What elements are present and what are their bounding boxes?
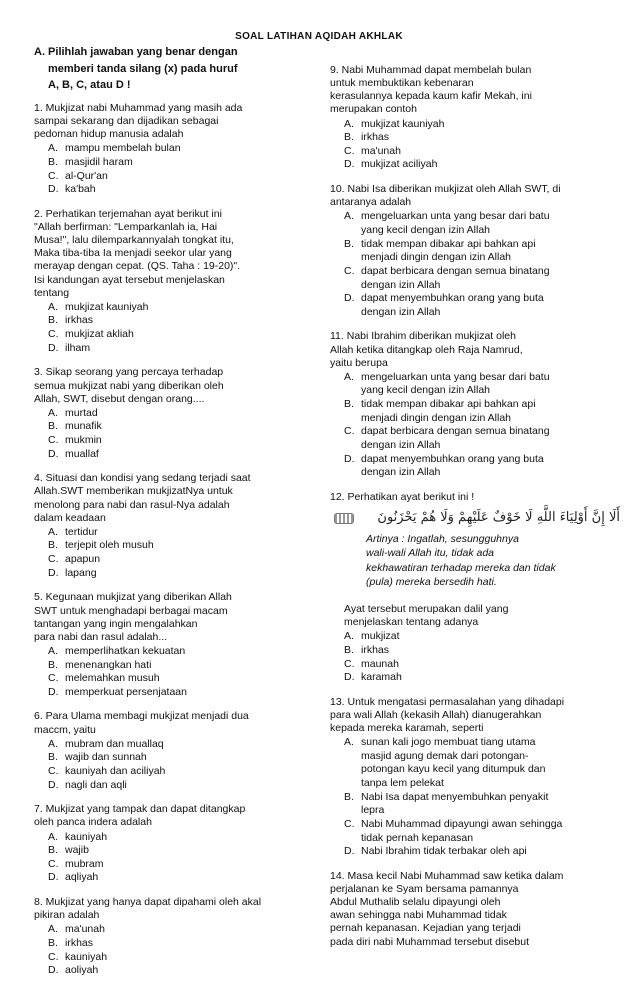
- answer-option[interactable]: [344, 118, 620, 132]
- answer-option[interactable]: [48, 301, 314, 315]
- answer-option[interactable]: [48, 765, 314, 779]
- answer-option[interactable]: [48, 142, 314, 156]
- answer-options: [34, 407, 314, 462]
- option-letter: B.: [48, 156, 58, 169]
- option-text: maunah: [361, 657, 399, 670]
- answer-option[interactable]: [344, 145, 620, 159]
- question-text: 11. Nabi Ibrahim diberikan mukjizat oleh Allah ketika ditangkap oleh Raja Namrud, yaitu berupa: [330, 330, 523, 369]
- answer-option[interactable]: [344, 371, 620, 398]
- option-text: muallaf: [65, 447, 99, 460]
- option-text: sunan kali jogo membuat tiang utama masjid agung demak dari potongan- potongan kayu kecil yang ditumpuk dan tanpa lem pelekat: [361, 736, 546, 790]
- option-text: irkhas: [65, 314, 94, 327]
- option-letter: D.: [344, 292, 355, 305]
- option-text: kauniyah dan aciliyah: [65, 764, 166, 777]
- question: [330, 870, 620, 949]
- option-letter: C.: [48, 434, 59, 447]
- option-text: mubram dan muallaq: [65, 737, 164, 750]
- option-letter: D.: [48, 871, 59, 884]
- option-text: kauniyah: [65, 830, 108, 843]
- option-letter: A.: [344, 736, 354, 749]
- answer-option[interactable]: [48, 923, 314, 937]
- question: [34, 710, 314, 792]
- option-letter: A.: [48, 406, 58, 419]
- answer-option[interactable]: [344, 630, 620, 644]
- answer-option[interactable]: [48, 645, 314, 659]
- answer-option[interactable]: [48, 434, 314, 448]
- option-text: mukmin: [65, 434, 102, 447]
- answer-options: [34, 645, 314, 700]
- option-text: masjidil haram: [65, 156, 133, 169]
- option-text: dapat menyembuhkan orang yang buta dengan izin Allah: [361, 292, 544, 318]
- option-text: mukjizat akliah: [65, 328, 134, 341]
- option-text: nagli dan aqli: [65, 778, 127, 791]
- answer-option[interactable]: [344, 671, 620, 685]
- answer-option[interactable]: [48, 858, 314, 872]
- option-letter: B.: [48, 314, 58, 327]
- option-text: dapat berbicara dengan semua binatang dengan izin Allah: [361, 425, 550, 452]
- instructions: [34, 44, 314, 94]
- option-text: mukjizat kauniyah: [361, 117, 445, 130]
- option-text: Nabi Muhammad dipayungi awan sehingga tidak pernah kepanasan: [361, 818, 563, 844]
- option-letter: D.: [344, 452, 355, 465]
- option-text: ilham: [65, 341, 91, 354]
- option-text: murtad: [65, 406, 98, 419]
- option-text: memperlihatkan kekuatan: [65, 644, 186, 657]
- answer-option[interactable]: [344, 265, 620, 292]
- answer-option[interactable]: [48, 183, 314, 197]
- instructions-line3: A, B, C, atau D !: [48, 79, 131, 91]
- option-letter: D.: [344, 158, 355, 171]
- option-letter: C.: [48, 857, 59, 870]
- answer-option[interactable]: [344, 238, 620, 265]
- option-letter: C.: [344, 818, 355, 831]
- option-text: tidak mempan dibakar api bahkan api menjadi dingin dengan izin Allah: [361, 398, 536, 424]
- answer-options: [34, 923, 314, 978]
- question: [34, 472, 314, 580]
- option-text: lapang: [65, 566, 97, 579]
- option-text: dapat menyembuhkan orang yang buta dengan izin Allah: [361, 452, 544, 479]
- answer-option[interactable]: [48, 937, 314, 951]
- option-letter: B.: [344, 643, 354, 656]
- answer-option[interactable]: [48, 342, 314, 356]
- answer-option[interactable]: [344, 210, 620, 237]
- answer-option[interactable]: [344, 736, 620, 791]
- option-letter: D.: [48, 778, 59, 791]
- option-text: mubram: [65, 857, 104, 870]
- option-text: menenangkan hati: [65, 658, 152, 671]
- question-text: 9. Nabi Muhammad dapat membelah bulan untuk membuktikan kebenaran kerasulannya kepada kaum kafir Mekah, ini merupakan contoh: [330, 64, 532, 116]
- answer-option[interactable]: [48, 156, 314, 170]
- instructions-line1: A. Pilihlah jawaban yang benar dengan: [34, 46, 238, 58]
- option-letter: B.: [344, 237, 354, 250]
- option-letter: B.: [48, 936, 58, 949]
- option-text: ma'unah: [361, 144, 401, 157]
- option-letter: A.: [344, 117, 354, 130]
- option-letter: A.: [48, 644, 58, 657]
- option-text: irkhas: [361, 643, 390, 656]
- option-letter: D.: [48, 566, 59, 579]
- verse-translation: Artinya : Ingatlah, sesungguhnya wali-wali Allah itu, tidak ada kekhawatiran terhadap mereka dan tidak (pula) mereka bersedih hati.: [366, 533, 556, 588]
- option-text: aqliyah: [65, 871, 99, 884]
- question-text: 6. Para Ulama membagi mukjizat menjadi dua maccm, yaitu: [34, 710, 249, 736]
- answer-option[interactable]: [344, 398, 620, 425]
- answer-option[interactable]: [344, 158, 620, 172]
- option-letter: B.: [344, 398, 354, 411]
- question-text: 8. Mukjizat yang hanya dapat dipahami oleh akal pikiran adalah: [34, 896, 262, 922]
- option-letter: D.: [344, 845, 355, 858]
- option-text: mengeluarkan unta yang besar dari batu yang kecil dengan izin Allah: [361, 370, 550, 397]
- answer-option[interactable]: [48, 779, 314, 793]
- option-letter: B.: [48, 844, 58, 857]
- answer-option[interactable]: [48, 871, 314, 885]
- answer-options: [34, 142, 314, 197]
- option-letter: B.: [48, 658, 58, 671]
- option-text: munafik: [65, 420, 102, 433]
- question-text: 10. Nabi Isa diberikan mukjizat oleh Allah SWT, di antaranya adalah: [330, 183, 561, 209]
- question-text: 2. Perhatikan terjemahan ayat berikut ini "Allah berfirman: "Lemparkanlah ia, Hai Musa!", lalu dilemparkannyalah tongkat itu, Maka tiba-tiba Ia menjadi seekor ular yang merayap dengan cepat. (QS. Taha : 19-20)". Isi kandungan ayat tersebut menjelaskan tentang: [34, 207, 241, 299]
- question-text-continued: Ayat tersebut merupakan dalil yang menjelaskan tentang adanya: [344, 603, 509, 629]
- question-text: 14. Masa kecil Nabi Muhammad saw ketika dalam perjalanan ke Syam bersama pamannya Abdul Muthalib selalu dipayungi oleh awan sehingga nabi Muhammad tidak pernah kepanasan. Kejadian yang terjadi pada diri nabi Muhammad tersebut disebut: [330, 869, 564, 948]
- answer-option[interactable]: [48, 539, 314, 553]
- answer-option[interactable]: [344, 644, 620, 658]
- answer-option[interactable]: [48, 170, 314, 184]
- question: [34, 208, 314, 355]
- answer-options: [330, 630, 620, 685]
- option-text: memperkuat persenjataan: [65, 685, 187, 698]
- option-text: terjepit oleh musuh: [65, 539, 154, 552]
- option-text: karamah: [361, 671, 402, 684]
- option-letter: B.: [344, 790, 354, 803]
- question-text: 5. Kegunaan mukjizat yang diberikan Allah SWT untuk menghadapi berbagai macam tantangan yang ingin mengalahkan para nabi dan rasul adalah...: [34, 591, 232, 643]
- answer-option[interactable]: [48, 751, 314, 765]
- answer-option[interactable]: [48, 420, 314, 434]
- question: [34, 591, 314, 699]
- option-letter: C.: [344, 657, 355, 670]
- answer-option[interactable]: [48, 567, 314, 581]
- option-letter: A.: [344, 630, 354, 643]
- option-text: ka'bah: [65, 183, 96, 196]
- option-letter: C.: [48, 169, 59, 182]
- option-letter: C.: [344, 264, 355, 277]
- right-column: [330, 64, 620, 960]
- answer-option[interactable]: [344, 791, 620, 818]
- option-text: irkhas: [361, 131, 390, 144]
- answer-options: [34, 738, 314, 793]
- answer-option[interactable]: [48, 328, 314, 342]
- option-letter: D.: [48, 183, 59, 196]
- option-letter: D.: [48, 341, 59, 354]
- option-letter: C.: [48, 764, 59, 777]
- option-letter: C.: [48, 328, 59, 341]
- answer-option[interactable]: [48, 526, 314, 540]
- option-letter: B.: [48, 420, 58, 433]
- option-letter: A.: [344, 210, 354, 223]
- answer-option[interactable]: [48, 686, 314, 700]
- option-text: mukjizat aciliyah: [361, 158, 438, 171]
- option-text: irkhas: [65, 936, 94, 949]
- option-letter: A.: [48, 142, 58, 155]
- question: [330, 491, 620, 685]
- option-letter: C.: [48, 672, 59, 685]
- option-text: Nabi Isa dapat menyembuhkan penyakit lepra: [361, 790, 549, 817]
- option-text: mampu membelah bulan: [65, 142, 181, 155]
- question-text: 7. Mukjizat yang tampak dan dapat ditangkap oleh panca indera adalah: [34, 803, 246, 829]
- option-letter: B.: [48, 539, 58, 552]
- answer-option[interactable]: [344, 453, 620, 480]
- option-letter: B.: [344, 131, 354, 144]
- option-text: wajib dan sunnah: [65, 751, 147, 764]
- instructions-line2: memberi tanda silang (x) pada huruf: [48, 62, 238, 75]
- option-text: aoliyah: [65, 964, 99, 977]
- option-letter: C.: [48, 950, 59, 963]
- question: [330, 330, 620, 480]
- verse-row: [330, 510, 620, 526]
- question-text: 4. Situasi dan kondisi yang sedang terjadi saat Allah.SWT memberikan mukjizatNya untuk menolong para nabi dan rasul-Nya adalah dalam keadaan: [34, 472, 251, 524]
- answer-option[interactable]: [48, 672, 314, 686]
- answer-option[interactable]: [48, 831, 314, 845]
- answer-option[interactable]: [344, 845, 620, 859]
- option-text: mukjizat kauniyah: [65, 300, 149, 313]
- answer-option[interactable]: [48, 314, 314, 328]
- answer-option[interactable]: [48, 553, 314, 567]
- answer-options: [330, 736, 620, 859]
- question: [330, 183, 620, 319]
- option-letter: D.: [48, 447, 59, 460]
- answer-option[interactable]: [48, 844, 314, 858]
- question-text: 3. Sikap seorang yang percaya terhadap semua mukjizat nabi yang diberikan oleh Allah, SWT, disebut dengan orang....: [34, 366, 224, 405]
- answer-option[interactable]: [344, 131, 620, 145]
- left-column: [34, 102, 314, 989]
- option-letter: C.: [48, 553, 59, 566]
- option-text: ma'unah: [65, 923, 105, 936]
- question: [34, 102, 314, 197]
- option-text: mengeluarkan unta yang besar dari batu yang kecil dengan izin Allah: [361, 210, 550, 236]
- option-text: wajib: [65, 844, 89, 857]
- question: [34, 803, 314, 885]
- option-text: kauniyah: [65, 950, 108, 963]
- option-letter: A.: [48, 525, 58, 538]
- question-text: 12. Perhatikan ayat berikut ini !: [330, 490, 475, 503]
- option-letter: D.: [344, 671, 355, 684]
- option-text: tertidur: [65, 525, 98, 538]
- answer-option[interactable]: [344, 818, 620, 845]
- answer-options: [330, 371, 620, 480]
- option-text: mukjizat: [361, 630, 400, 643]
- option-text: apapun: [65, 553, 101, 566]
- option-letter: D.: [48, 964, 59, 977]
- question: [34, 366, 314, 461]
- option-letter: A.: [344, 370, 354, 383]
- answer-options: [34, 526, 314, 581]
- answer-options: [34, 831, 314, 886]
- page-title: SOAL LATIHAN AQIDAH AKHLAK: [235, 31, 403, 42]
- option-letter: A.: [48, 300, 58, 313]
- answer-option[interactable]: [344, 292, 620, 319]
- option-text: melemahkan musuh: [65, 672, 160, 685]
- option-letter: A.: [48, 923, 58, 936]
- option-letter: D.: [48, 685, 59, 698]
- option-text: al-Qur'an: [65, 169, 108, 182]
- answer-option[interactable]: [48, 659, 314, 673]
- question: [330, 64, 620, 172]
- option-text: dapat berbicara dengan semua binatang dengan izin Allah: [361, 264, 550, 291]
- option-letter: A.: [48, 737, 58, 750]
- option-letter: B.: [48, 751, 58, 764]
- arabic-verse: أَلَا إِنَّ أَوْلِيَاءَ اللَّهِ لَا خَوْفٌ عَلَيْهِمْ وَلَا هُمْ يَحْزَنُونَ: [377, 510, 620, 526]
- question: [34, 896, 314, 978]
- answer-option[interactable]: [344, 425, 620, 452]
- question-text: 1. Mukjizat nabi Muhammad yang masih ada sampai sekarang dan dijadikan sebagai pedoman hidup manusia adalah: [34, 102, 243, 141]
- question: [330, 696, 620, 859]
- verse-ornament-icon: [334, 513, 354, 524]
- answer-option[interactable]: [48, 407, 314, 421]
- option-text: tidak mempan dibakar api bahkan api menjadi dingin dengan izin Allah: [361, 237, 536, 264]
- option-letter: C.: [344, 144, 355, 157]
- option-letter: C.: [344, 425, 355, 438]
- option-letter: A.: [48, 830, 58, 843]
- answer-option[interactable]: [344, 658, 620, 672]
- answer-option[interactable]: [48, 738, 314, 752]
- answer-option[interactable]: [48, 951, 314, 965]
- answer-options: [34, 301, 314, 356]
- option-text: Nabi Ibrahim tidak terbakar oleh api: [361, 845, 527, 858]
- answer-option[interactable]: [48, 448, 314, 462]
- answer-options: [330, 210, 620, 319]
- question-text: 13. Untuk mengatasi permasalahan yang dihadapi para wali Allah (kekasih Allah) dianugerahkan kepada mereka karamah, seperti: [330, 695, 565, 735]
- answer-options: [330, 118, 620, 173]
